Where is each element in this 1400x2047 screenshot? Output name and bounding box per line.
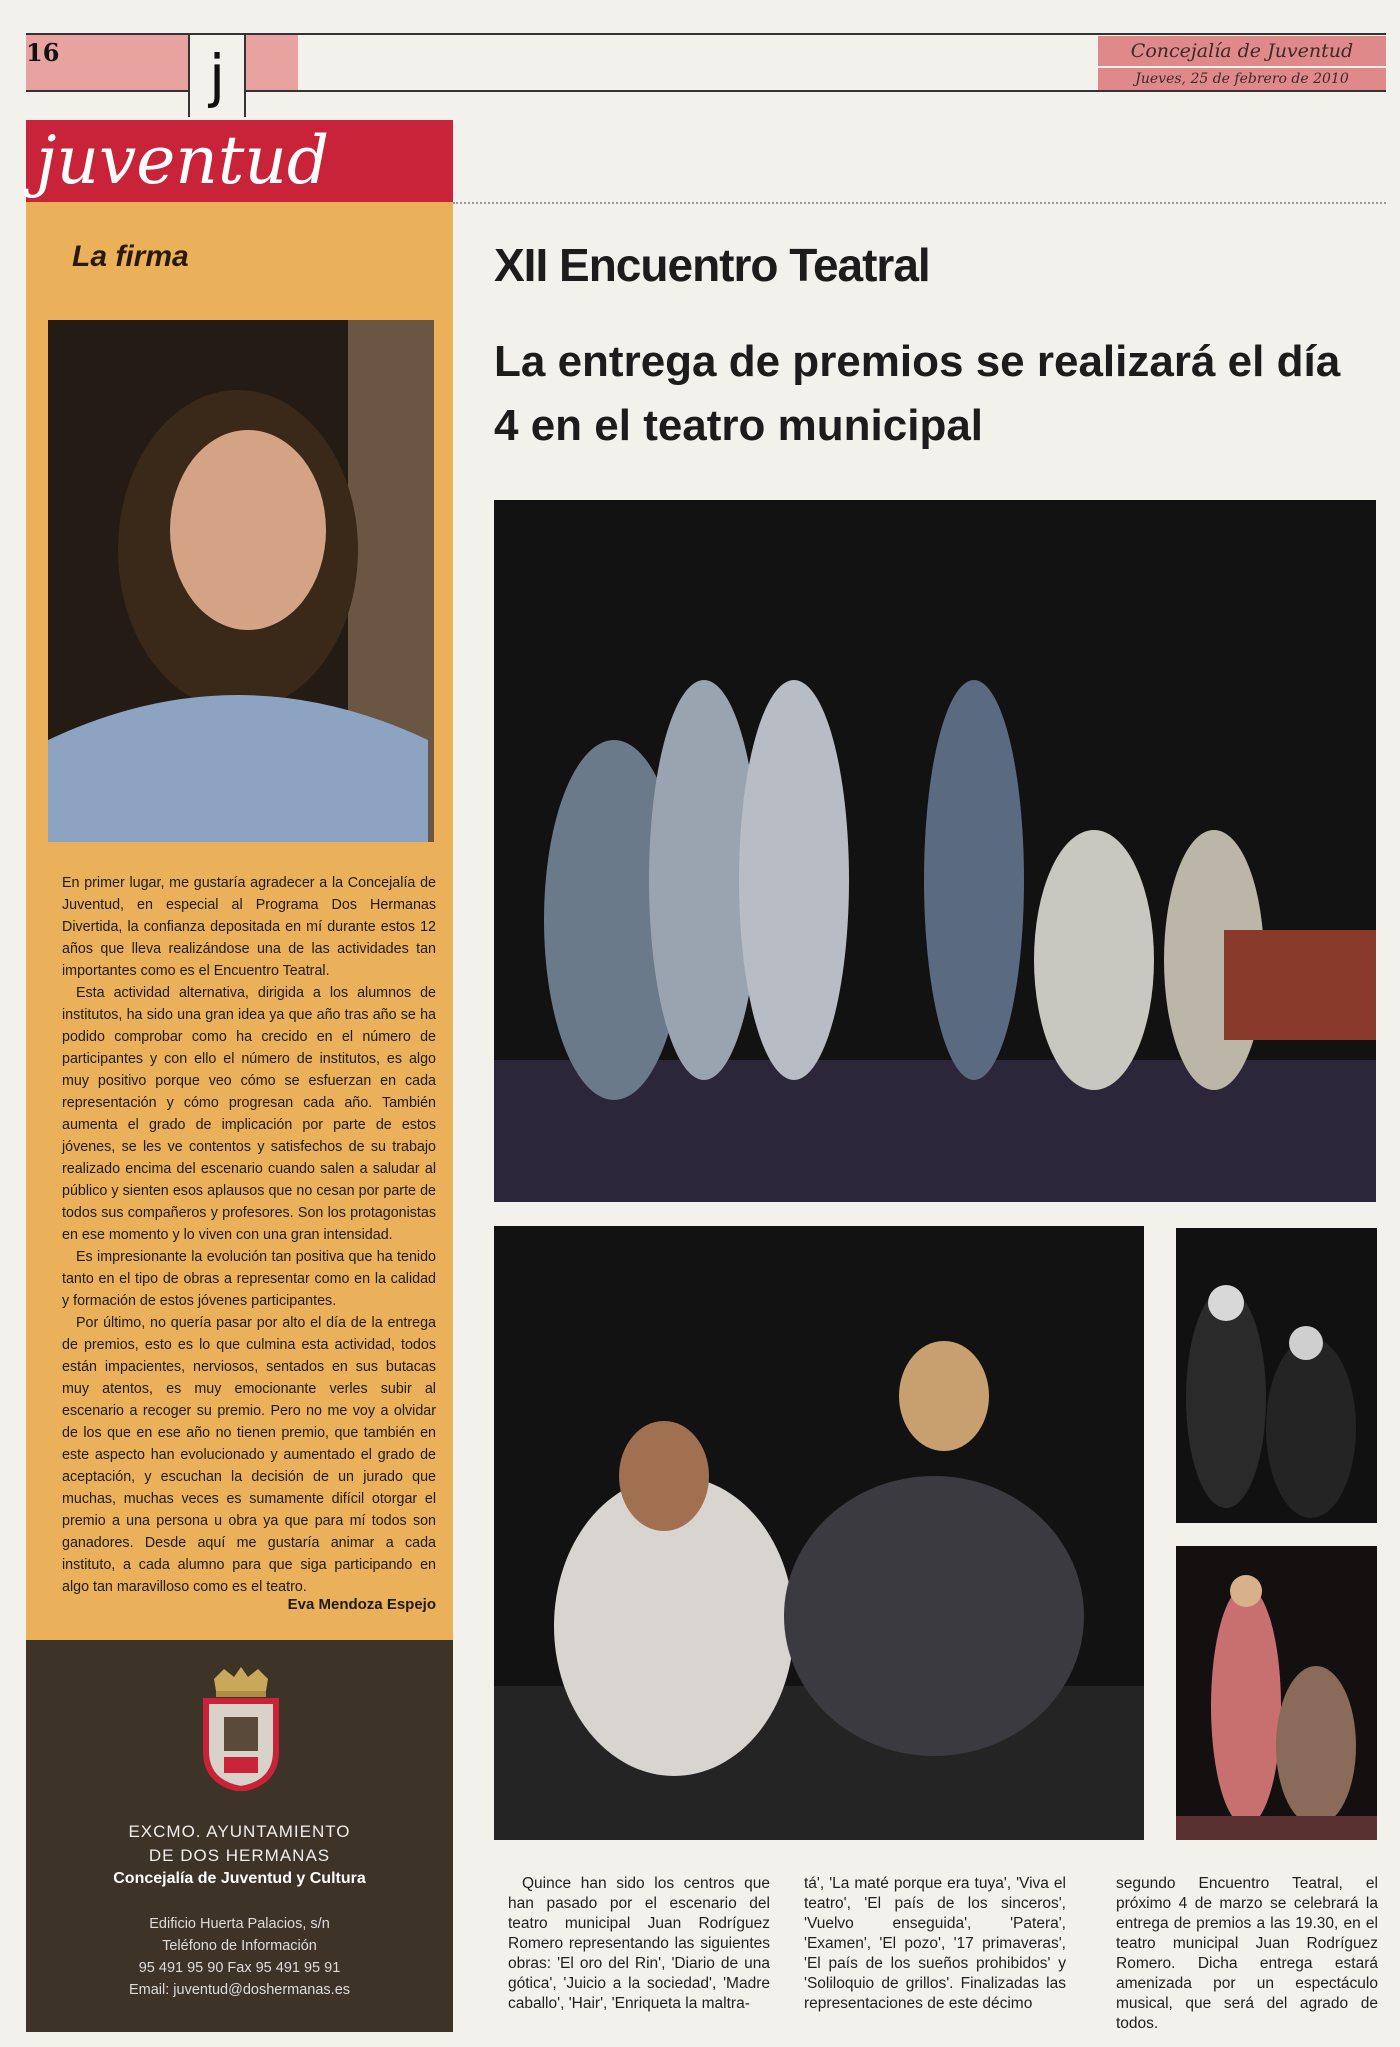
footer-org-line-2: DE DOS HERMANAS [148,1846,331,1865]
footer-phone-label: Teléfono de Información [162,1938,317,1954]
section-label: Concejalía de Juventud [1098,36,1386,66]
firma-paragraph-1: En primer lugar, me gustaría agradecer a la Concejalía de Juventud, en especial al Programa Dos Hermanas Divertida, la confianza depositada en mí durante estos 12 años que lleva realizándose una de las actividades tan importantes como es el Encuentro Teatral. [62,875,436,979]
footer-org-line-3: Concejalía de Juventud y Cultura [113,1870,366,1887]
footer-org-line-1: EXCMO. AYUNTAMIENTO [128,1822,351,1841]
header-pink-strip [26,35,298,90]
article-column-3: segundo Encuentro Teatral, el próximo 4 de marzo se celebrará la entrega de premios a las 19.30, en el teatro municipal Juan Rodríguez Romero. Dicha entrega estará amenizada por un espectáculo musical, que será del agrado de todos. [1116,1875,1378,2032]
actors-photo [494,1226,1144,1840]
headline-kicker: XII Encuentro Teatral [494,239,930,291]
firma-title: La firma [72,240,189,273]
article-column-1: Quince han sido los centros que han pasado por el escenario del teatro municipal Juan Rodríguez Romero representando las siguientes obras: 'El oro del Rin', 'Diario de una gótica', 'Juicio a la sociedad', 'Madre caballo', 'Hair', 'Enriqueta la maltra- [508,1875,770,2012]
firma-paragraph-2: Esta actividad alternativa, dirigida a los alumnos de institutos, ha sido una gran idea ya que año tras año se ha podido comprobar como ha crecido en el número de participantes y con ello el número de institutos, es algo muy positivo porque veo cómo se esfuerzan en cada representación y cómo progresan cada año. También aumenta el grado de implicación por parte de estos jóvenes, se les ve contentos y satisfechos de su trabajo realizado encima del escenario cuando salen a saludar al público y sienten esos aplausos que no cesan por parte de todos sus compañeros y profesores. Son los protagonistas en ese momento y lo viven con una gran intensidad. [62,985,436,1243]
firma-paragraph-3: Es impresionante la evolución tan positiva que ha tenido tanto en el tipo de obras a representar como en la calidad y formación de estos jóvenes participantes. [62,1249,436,1309]
author-photo [48,320,434,842]
section-title: juventud [36,122,330,199]
crest-icon [194,1665,288,1791]
page-number: 16 [26,38,60,67]
footer-phone-fax: 95 491 95 90 Fax 95 491 95 91 [138,1960,341,1976]
footer-address: Edificio Huerta Palacios, s/n [149,1916,330,1932]
firma-paragraph-4: Por último, no quería pasar por alto el día de la entrega de premios, esto es lo que culmina esta actividad, todos están impacientes, nerviosos, sentados en sus butacas muy atentos, es muy emocionante verles subir al escenario a recoger su premio. Pero no me voy a olvidar de los que en ese año no tienen premio, que también en este aspecto han evolucionado y aumentado el grado de aceptación, y escuchan la decisión de un jurado que muchas, muchas veces es sumamente difícil otorgar el premio a una persona u obra ya que para mí todos son ganadores. Desde aquí me gustaría animar a cada instituto, a cada alumno para que siga participando en algo tan maravilloso como es el teatro. [62,1315,436,1595]
firma-body [62,872,436,1598]
footer-email[interactable]: Email: juventud@doshermanas.es [128,1982,351,1998]
firma-author: Eva Mendoza Espejo [287,1596,436,1613]
headline-title: La entrega de premios se realizará el día 4 en el teatro municipal [494,337,1341,450]
performers-photo [1176,1546,1377,1840]
masked-actors-photo [1176,1228,1377,1523]
article-column-2: tá', 'La maté porque era tuya', 'Viva el teatro', 'El país de los sinceros', 'Vuelvo enseguida', 'Patera', 'Examen', 'El pozo', '17 primaveras', 'El país de los sueños prohibidos' y 'Soliloquio de grillos'. Finalizadas las representaciones de este décimo [804,1875,1066,2012]
header-letter: j [208,42,226,110]
dotted-rule [453,202,1386,204]
theatre-stage-photo [494,500,1376,1202]
issue-date: Jueves, 25 de febrero de 2010 [1098,68,1386,90]
